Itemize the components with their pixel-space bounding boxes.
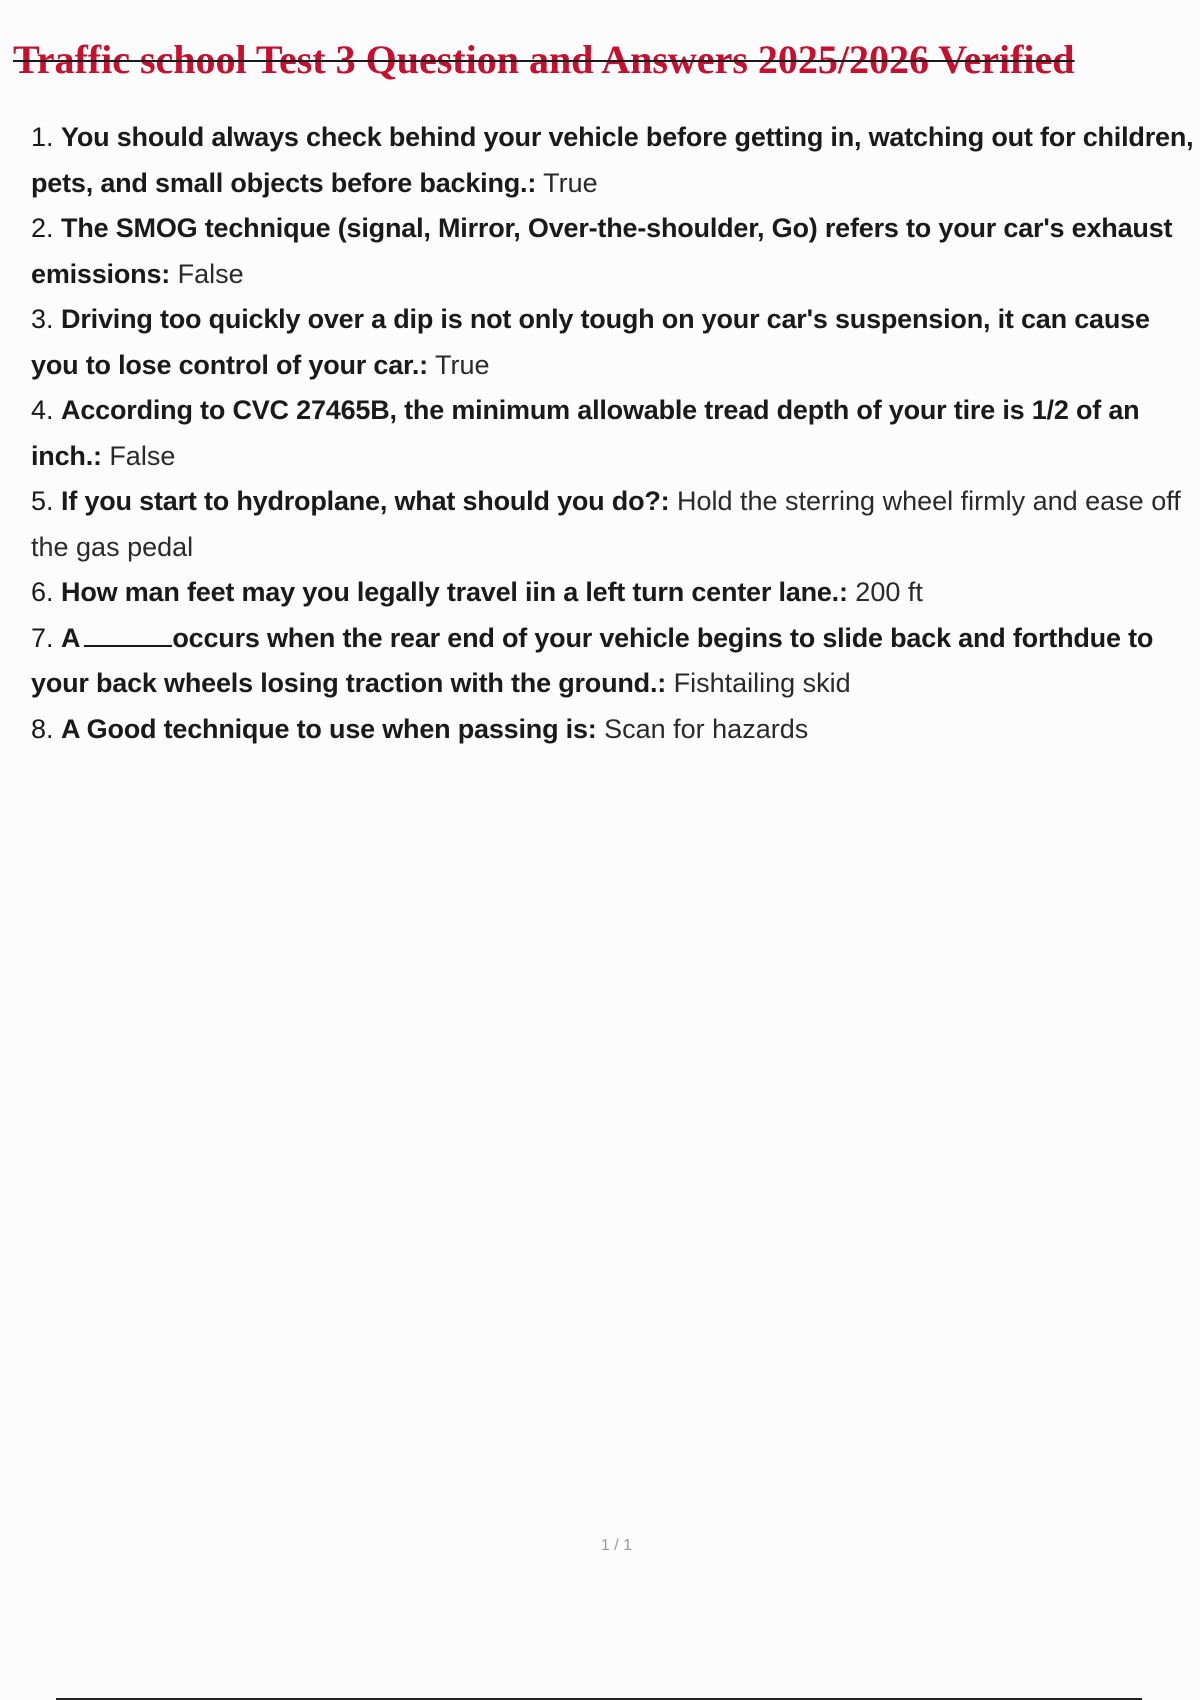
question-number: 2.	[31, 213, 54, 243]
question-answer: True	[543, 167, 598, 198]
question-answer: 200 ft	[855, 577, 923, 607]
question-text: The SMOG technique (signal, Mirror, Over-the-shoulder, Go) refers to your car's exhaust emissions:	[31, 213, 1173, 289]
question-answer: False	[109, 440, 176, 471]
question-number: 6.	[31, 577, 54, 607]
question-item-7	[31, 616, 1200, 707]
question-text-after-blank: occurs when the rear end of your vehicle begins to slide back and forthdue to your back wheels losing traction with the ground.:	[31, 622, 1154, 698]
question-text: How man feet may you legally travel iin a left turn center lane.:	[61, 577, 848, 607]
question-item-4	[31, 388, 1200, 479]
question-item-8	[31, 707, 1200, 753]
question-text: You should always check behind your vehicle before getting in, watching out for children, pets, and small objects before backing.:	[31, 122, 1194, 198]
question-list	[31, 115, 1200, 752]
question-item-3	[31, 297, 1200, 388]
question-answer: Hold the sterring wheel firmly and ease off the gas pedal	[31, 486, 1181, 562]
document-title: Traffic school Test 3 Question and Answers 2025/2026 Verified	[13, 37, 1075, 82]
question-answer: Fishtailing skid	[673, 668, 851, 698]
question-number: 3.	[31, 304, 54, 334]
fill-in-blank-line	[84, 645, 172, 647]
question-item-6	[31, 570, 1200, 616]
question-answer: True	[434, 349, 490, 380]
question-text: Driving too quickly over a dip is not only tough on your car's suspension, it can cause you to lose control of your car.:	[31, 304, 1150, 380]
question-number: 8.	[31, 713, 54, 744]
question-text-before-blank: A	[61, 622, 81, 653]
question-number: 7.	[31, 622, 54, 653]
question-number: 4.	[31, 395, 54, 425]
question-answer: False	[177, 258, 244, 289]
question-text: A Good technique to use when passing is:	[61, 713, 597, 744]
question-number: 1.	[31, 122, 54, 152]
question-item-5	[31, 479, 1200, 570]
question-answer: Scan for hazards	[604, 713, 809, 744]
page-number: 1 / 1	[600, 1537, 633, 1554]
question-number: 5.	[31, 486, 54, 516]
question-item-1	[31, 115, 1200, 206]
question-text: According to CVC 27465B, the minimum allowable tread depth of your tire is 1/2 of an inch.:	[31, 395, 1140, 471]
question-item-2	[31, 206, 1200, 297]
question-text: If you start to hydroplane, what should you do?:	[61, 486, 670, 516]
